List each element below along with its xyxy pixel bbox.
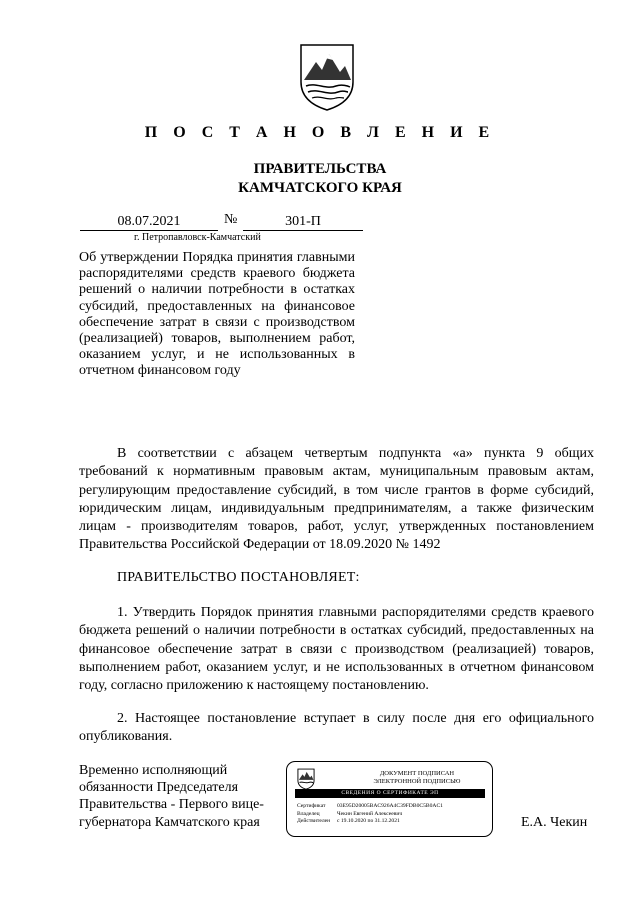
decree-item-2: 2. Настоящее постановление вступает в силу после дня его официального опубликования. xyxy=(79,711,594,745)
owner-row xyxy=(297,811,402,818)
validity-row xyxy=(297,818,400,825)
signer-name: Е.А. Чекин xyxy=(521,815,588,830)
number-sign: № xyxy=(224,212,238,227)
electronic-signature-stamp xyxy=(286,761,493,837)
certificate-value: 03E95D20005BAC926A4C39FDB0C5B0AC1 xyxy=(337,803,443,809)
certificate-row xyxy=(297,803,443,810)
stamp-title-line-1: ДОКУМЕНТ ПОДПИСАН xyxy=(379,770,455,777)
document-number: 301-П xyxy=(243,214,363,231)
kamchatka-emblem-icon xyxy=(298,42,356,112)
issue-city: г. Петропавловск-Камчатский xyxy=(134,232,261,243)
stamp-title-line-2: ЭЛЕКТРОННОЙ ПОДПИСЬЮ xyxy=(373,778,461,785)
decree-item-1: 1. Утвердить Порядок принятия главными распорядителями средств краевого бюджета решений о наличии потребности в остатках субсидий, предоставленных на финансовое обеспечение затрат в связи с производством (реализацией) товаров, выполнением работ, оказанием услуг, и не использованных в отчетном финансовом году, согласно приложению к настоящему постановлению. xyxy=(79,605,594,694)
document-date: 08.07.2021 xyxy=(80,214,218,231)
stamp-title xyxy=(347,770,487,786)
certificate-info-band: СВЕДЕНИЯ О СЕРТИФИКАТЕ ЭП xyxy=(295,789,485,798)
authority-line-2: КАМЧАТСКОГО КРАЯ xyxy=(238,180,402,196)
validity-label: Действителен xyxy=(297,818,331,824)
document-subject: Об утверждении Порядка принятия главными распорядителями средств краевого бюджета решений о наличии потребности в остатках субсидий, предоставленных на финансовое обеспечение затрат в связи с производством (реализацией) товаров, выполнением работ, оказанием услуг, и не использованных в отчетном финансовом году xyxy=(79,250,355,379)
owner-value: Чекин Евгений Алексеевич xyxy=(337,811,403,817)
kamchatka-emblem-icon xyxy=(297,768,315,790)
decree-statement: ПРАВИТЕЛЬСТВО ПОСТАНОВЛЯЕТ: xyxy=(117,570,360,585)
authority-line-1: ПРАВИТЕЛЬСТВА xyxy=(253,161,387,177)
document-type-heading: П О С Т А Н О В Л Е Н И Е xyxy=(144,124,496,141)
certificate-label: Сертификат xyxy=(297,803,326,809)
preamble-paragraph: В соответствии с абзацем четвертым подпункта «а» пункта 9 общих требований к нормативным правовым актам, муниципальным правовым актам, регулирующим предоставление субсидий, в том числе грантов в форме субсидий, юридическим лицам, индивидуальным предпринимателям, а также физическим лицам - производителям товаров, работ, услуг, утвержденных постановлением Правительства Российской Федерации от 18.09.2020 № 1492 xyxy=(79,446,594,553)
validity-value: с 19.10.2020 по 31.12.2021 xyxy=(337,818,400,824)
signer-position: Временно исполняющий обязанности Председателя Правительства - Первого вице-губернатора Камчатского края xyxy=(79,763,264,830)
owner-label: Владелец xyxy=(297,811,320,817)
issuing-authority xyxy=(0,160,640,198)
